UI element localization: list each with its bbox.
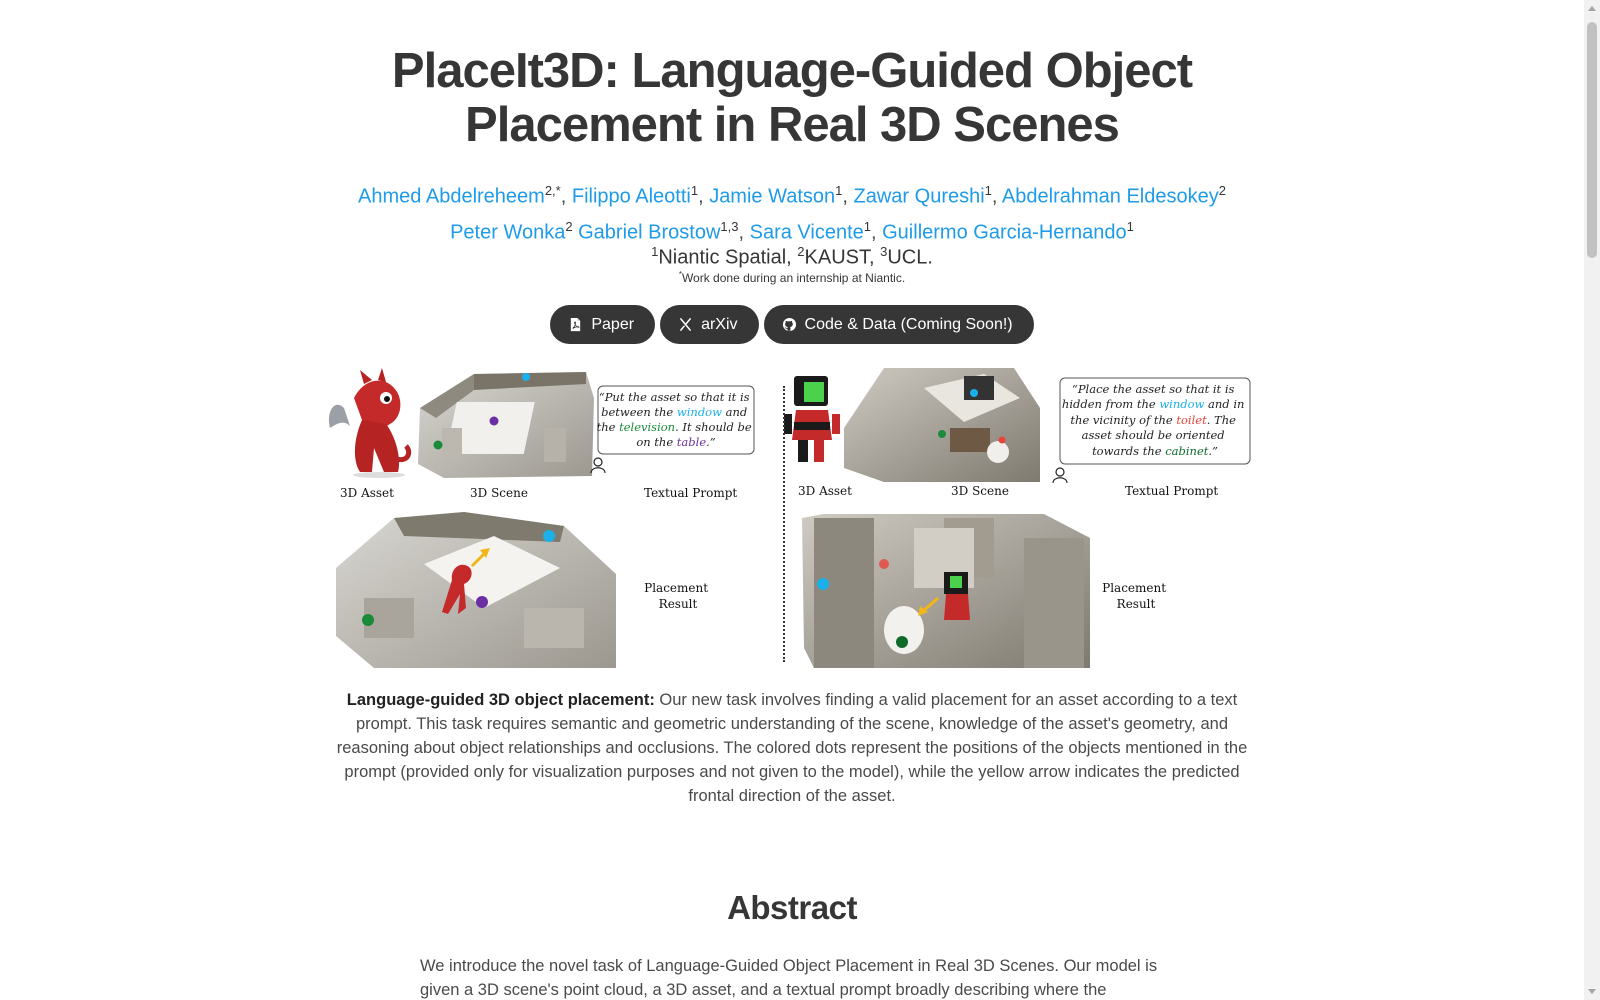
- author-affil-sup: 1: [835, 183, 843, 198]
- internship-note: [300, 270, 1284, 285]
- prompt-box-right: [1053, 378, 1250, 483]
- author-list: [300, 176, 1284, 247]
- author-sep: ,: [738, 221, 750, 244]
- label-placement-result-right: Placement Result: [1102, 581, 1167, 611]
- teaser-figure: [324, 368, 1262, 684]
- arxiv-button-label: arXiv: [701, 315, 738, 333]
- affil-sup: 2: [797, 244, 805, 259]
- github-icon: [782, 317, 797, 332]
- author-link-abdelreheem[interactable]: Ahmed Abdelreheem: [358, 185, 545, 208]
- affil-sup: 3: [880, 244, 888, 259]
- abstract-heading: Abstract: [727, 889, 857, 926]
- dragon-asset-image: [329, 368, 409, 478]
- page-scrollbar[interactable]: [1584, 0, 1600, 1000]
- svg-text:“Place the asset so that it is: “Place the asset so that it is hidden from the window and in the vicinity of the toilet. The asset should be oriented towards the cabinet.”: [1061, 382, 1245, 458]
- label-placement-result-left: Placement Result: [644, 581, 709, 611]
- label-3d-asset-right: 3D Asset: [798, 484, 852, 498]
- affil-kaust: KAUST,: [804, 246, 881, 269]
- arxiv-button[interactable]: [660, 305, 758, 344]
- author-sep: ,: [842, 185, 854, 208]
- placement-result-image-right: [802, 514, 1090, 668]
- author-link-vicente[interactable]: Sara Vicente: [749, 221, 864, 244]
- author-link-garcia-hernando[interactable]: Guillermo Garcia-Hernando: [882, 221, 1127, 244]
- author-affil-sup: 1,3: [720, 218, 739, 234]
- scroll-down-arrow-icon[interactable]: [1588, 989, 1596, 994]
- author-link-watson[interactable]: Jamie Watson: [709, 185, 836, 208]
- window-dot: [522, 373, 530, 381]
- author-sep: ,: [560, 185, 572, 208]
- label-3d-scene-left: 3D Scene: [470, 486, 528, 500]
- caption-bold: Language-guided 3D object placement:: [346, 691, 655, 709]
- label-textual-prompt-right: Textual Prompt: [1125, 484, 1219, 498]
- code-data-button[interactable]: [764, 305, 1034, 344]
- paper-button-label: Paper: [591, 315, 635, 333]
- arxiv-icon: [678, 317, 693, 332]
- author-affil-sup: 2,*: [544, 183, 561, 198]
- prompt-box-left: [591, 386, 755, 473]
- pdf-icon: [568, 317, 583, 332]
- affiliations: [300, 238, 1284, 272]
- author-affil-sup: 1: [1126, 218, 1134, 234]
- author-sep: ,: [698, 185, 710, 208]
- scene-image-left-top: [418, 372, 594, 478]
- figure-divider: [783, 386, 785, 662]
- author-affil-sup: 1: [863, 218, 871, 234]
- label-textual-prompt-left: Textual Prompt: [644, 486, 738, 500]
- affil-ucl: UCL.: [887, 246, 933, 269]
- author-sep: ,: [871, 221, 883, 244]
- note-text: Work done during an internship at Niantic.: [681, 271, 906, 285]
- author-link-aleotti[interactable]: Filippo Aleotti: [571, 185, 691, 208]
- label-3d-scene-right: 3D Scene: [951, 484, 1009, 498]
- user-icon: [591, 458, 605, 473]
- author-link-qureshi[interactable]: Zawar Qureshi: [853, 185, 985, 208]
- author-line-1: [300, 176, 1284, 212]
- figure-caption: [326, 688, 1258, 808]
- placement-result-image-left: [336, 512, 616, 668]
- author-link-wonka[interactable]: Peter Wonka: [450, 221, 566, 244]
- author-link-eldesokey[interactable]: Abdelrahman Eldesokey: [1001, 185, 1219, 208]
- author-affil-sup: 1: [690, 183, 699, 198]
- author-sep: ,: [991, 185, 1002, 208]
- author-affil-sup: 2: [565, 218, 573, 234]
- caption-text: Our new task involves finding a valid placement for an asset according to a text prompt. This task requires semantic and geometric understanding of the scene, knowledge of the asset's geometry, and reasoning about object relationships and occlusions. The colored dots represent the positions of the objects mentioned in the prompt (provided only for visualization purposes and not given to the model), while the yellow arrow indicates the predicted frontal direction of the asset.: [336, 691, 1248, 805]
- note-sup: *: [678, 270, 682, 279]
- code-data-button-label: Code & Data (Coming Soon!): [804, 315, 1013, 333]
- svg-text:“Put the asset so that it is: “Put the asset so that it is between the window and the television. It should be on the table.”: [596, 390, 752, 449]
- television-dot: [434, 441, 443, 450]
- robot-asset-image: [784, 376, 840, 462]
- affil-niantic: Niantic Spatial,: [658, 246, 798, 269]
- affil-sup: 1: [651, 244, 659, 259]
- page-title: PlaceIt3D: Language-Guided Object Placement in Real 3D Scenes: [391, 44, 1193, 152]
- table-dot: [490, 417, 499, 426]
- abstract-text: We introduce the novel task of Language-Guided Object Placement in Real 3D Scenes. Our model is given a 3D scene's point cloud, a 3D asset, and a textual prompt broadly describing where the: [420, 957, 1158, 999]
- author-affil-sup: 2: [1218, 183, 1226, 198]
- scroll-up-arrow-icon[interactable]: [1588, 6, 1596, 11]
- paper-button[interactable]: [550, 305, 655, 344]
- user-icon: [1053, 468, 1067, 483]
- author-affil-sup: 1: [984, 183, 992, 198]
- author-link-brostow[interactable]: Gabriel Brostow: [578, 221, 721, 244]
- scrollbar-thumb[interactable]: [1587, 22, 1597, 258]
- link-buttons: [0, 305, 1584, 344]
- scene-image-right-top: [844, 368, 1040, 482]
- label-3d-asset-left: 3D Asset: [340, 486, 394, 500]
